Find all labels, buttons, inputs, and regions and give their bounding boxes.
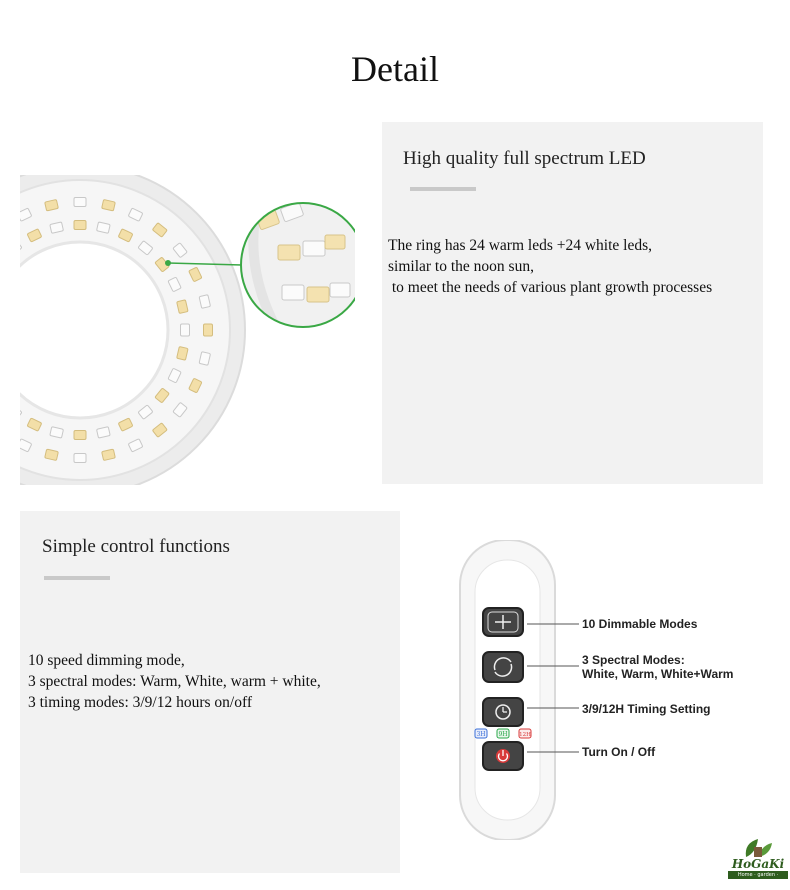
led-chip: [177, 300, 188, 314]
led-chip: [177, 347, 188, 361]
led-chip: [50, 222, 64, 233]
led-info-panel: [382, 122, 763, 484]
led-chip: [204, 324, 213, 336]
label-timing: 3/9/12H Timing Setting: [582, 702, 711, 716]
power-button[interactable]: [483, 742, 523, 770]
led-description-line: similar to the noon sun,: [388, 258, 534, 275]
led-chip: [102, 199, 116, 210]
led-chip: [50, 427, 64, 438]
timer-indicator-9h-label: 9H: [498, 731, 508, 738]
led-chip: [74, 454, 86, 463]
heading-underline: [410, 187, 476, 191]
label-power: Turn On / Off: [582, 745, 656, 759]
control-description: [28, 650, 321, 713]
brand-name: HoGaKi: [731, 857, 785, 871]
control-description-line: 3 spectral modes: Warm, White, warm + white,: [28, 673, 321, 690]
led-chip: [97, 222, 111, 233]
label-dimming: 10 Dimmable Modes: [582, 617, 698, 631]
brand-logo: [728, 835, 788, 886]
led-chip: [199, 352, 210, 366]
led-chip: [181, 324, 190, 336]
leaf-icon: [728, 835, 788, 859]
label-spectral-2: White, Warm, White+Warm: [582, 667, 734, 681]
heading-underline: [44, 576, 110, 580]
label-spectral-1: 3 Spectral Modes:: [582, 653, 685, 667]
control-heading: Simple control functions: [42, 536, 230, 557]
timer-indicator-12h-label: 12H: [519, 732, 531, 738]
led-chip: [74, 431, 86, 440]
led-description-line: to meet the needs of various plant growth processes: [388, 279, 713, 296]
led-chip: [102, 449, 116, 460]
timer-button[interactable]: [483, 698, 523, 726]
spectral-button[interactable]: [483, 652, 523, 682]
led-chip: [199, 295, 210, 309]
control-description-line: 3 timing modes: 3/9/12 hours on/off: [28, 694, 253, 711]
led-chip: [45, 449, 59, 460]
led-chip: [74, 221, 86, 230]
timer-indicator-3h-label: 3H: [476, 731, 486, 738]
remote-controller-illustration: [455, 540, 755, 840]
page-title: Detail: [351, 49, 439, 89]
dimming-button[interactable]: [483, 608, 523, 636]
led-description-line: The ring has 24 warm leds +24 white leds,: [388, 237, 653, 254]
led-heading: High quality full spectrum LED: [403, 148, 646, 169]
brand-tagline: Home · garden · kitchen: [728, 871, 788, 879]
led-ring-illustration: [20, 175, 355, 485]
timer-indicators: [475, 729, 531, 738]
led-description: [388, 235, 712, 298]
control-description-line: 10 speed dimming mode,: [28, 652, 185, 669]
led-chip: [74, 198, 86, 207]
led-chip: [97, 427, 111, 438]
led-chip: [45, 199, 59, 210]
